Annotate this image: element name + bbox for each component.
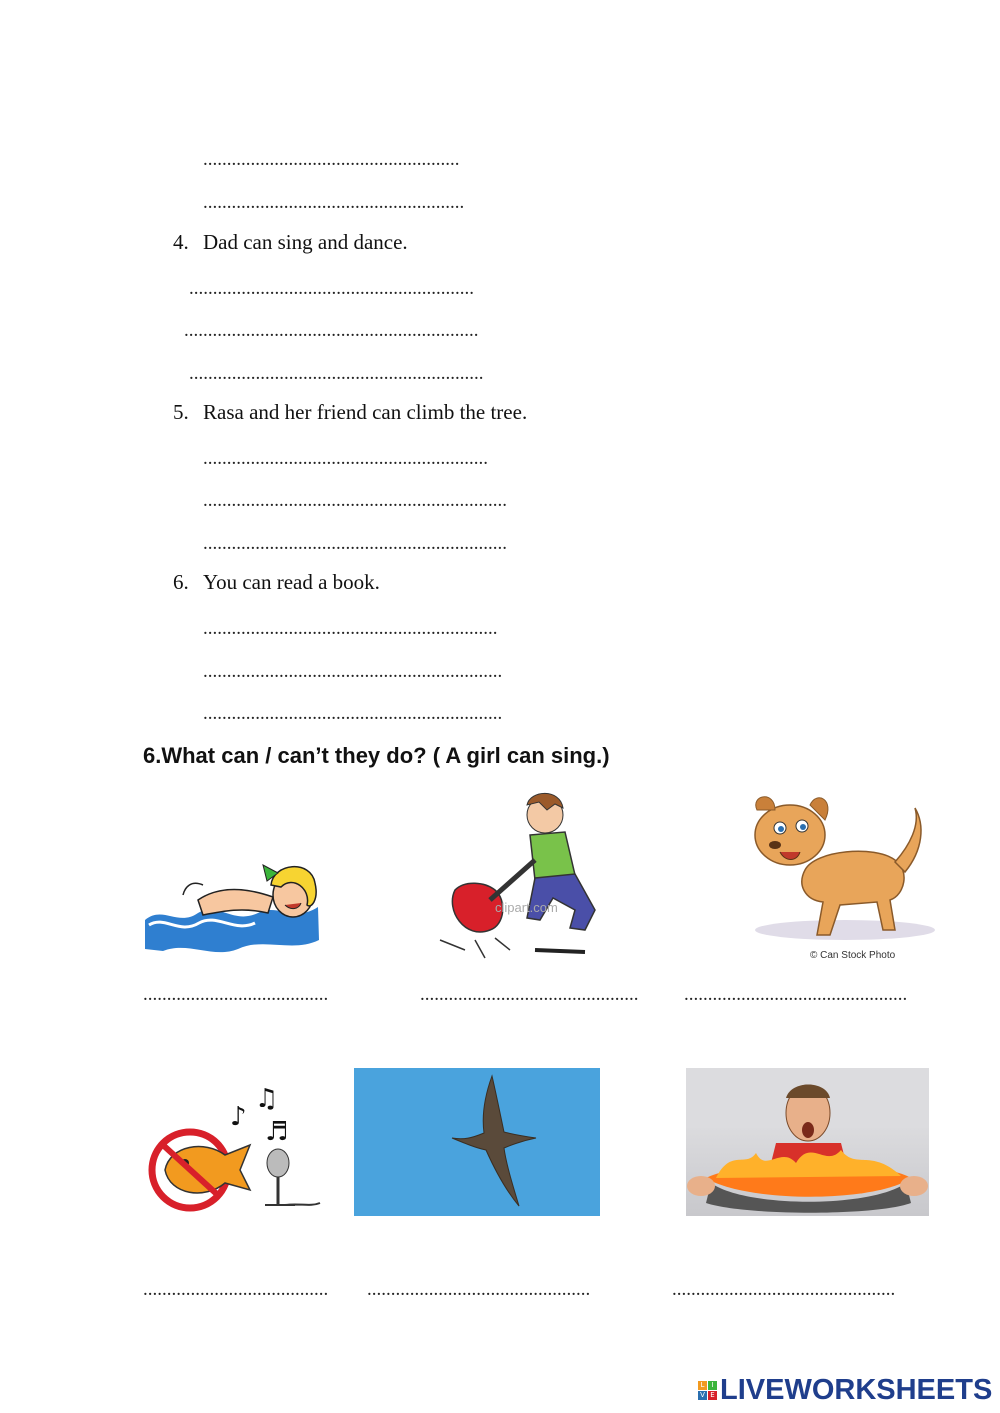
brand-name: LIVEWORKSHEETS [720, 1374, 993, 1406]
svg-text:♫: ♫ [255, 1085, 279, 1114]
logo-letter: E [708, 1391, 717, 1400]
answer-line[interactable]: .............................................. [420, 984, 639, 1005]
answer-line[interactable]: ....................................... [143, 984, 329, 1005]
answer-line[interactable]: ....................................... [143, 1279, 329, 1300]
man-cooking-fire-image [686, 1068, 929, 1216]
running-dog-image [745, 790, 940, 965]
logo-letter: V [698, 1391, 707, 1400]
answer-line[interactable]: ............................................... [684, 984, 908, 1005]
answer-line[interactable]: ....................................................... [203, 192, 465, 213]
section-heading: 6.What can / can’t they do? ( A girl can sing.) [143, 743, 610, 768]
answer-line[interactable]: ............................................................ [203, 448, 488, 469]
answer-line[interactable]: ...................................................... [203, 149, 460, 170]
logo-letter: L [698, 1381, 707, 1390]
svg-text:♬: ♬ [265, 1117, 289, 1147]
watermark-text: clipart.com [495, 900, 558, 915]
svg-text:♪: ♪ [230, 1102, 247, 1132]
liveworksheets-brand[interactable] [698, 1374, 998, 1413]
question-number: 4. [173, 230, 189, 254]
question-number: 5. [173, 400, 189, 424]
question-6 [173, 572, 380, 593]
question-text: Rasa and her friend can climb the tree. [203, 400, 528, 424]
answer-line[interactable]: ............................................................ [189, 278, 474, 299]
answer-line[interactable]: ............................................... [672, 1279, 896, 1300]
credit-text: © Can Stock Photo [810, 950, 896, 961]
answer-line[interactable]: ............................................... [367, 1279, 591, 1300]
logo-letter: I [708, 1381, 717, 1390]
boy-guitar-image [435, 790, 605, 965]
swimming-girl-image [143, 845, 323, 965]
question-text: You can read a book. [203, 570, 380, 594]
answer-line[interactable]: .............................................................. [184, 320, 479, 341]
answer-line[interactable]: .............................................................. [203, 618, 498, 639]
question-5 [173, 402, 527, 423]
question-text: Dad can sing and dance. [203, 230, 408, 254]
question-number: 6. [173, 570, 189, 594]
answer-line[interactable]: ................................................................ [203, 533, 507, 554]
answer-line[interactable]: .............................................................. [189, 363, 484, 384]
no-singing-fish-image [145, 1085, 330, 1215]
question-4 [173, 232, 408, 253]
answer-line[interactable]: ............................................................... [203, 661, 503, 682]
answer-line[interactable]: ................................................................ [203, 490, 507, 511]
flying-bird-image [354, 1068, 600, 1216]
answer-line[interactable]: ............................................................... [203, 703, 503, 724]
